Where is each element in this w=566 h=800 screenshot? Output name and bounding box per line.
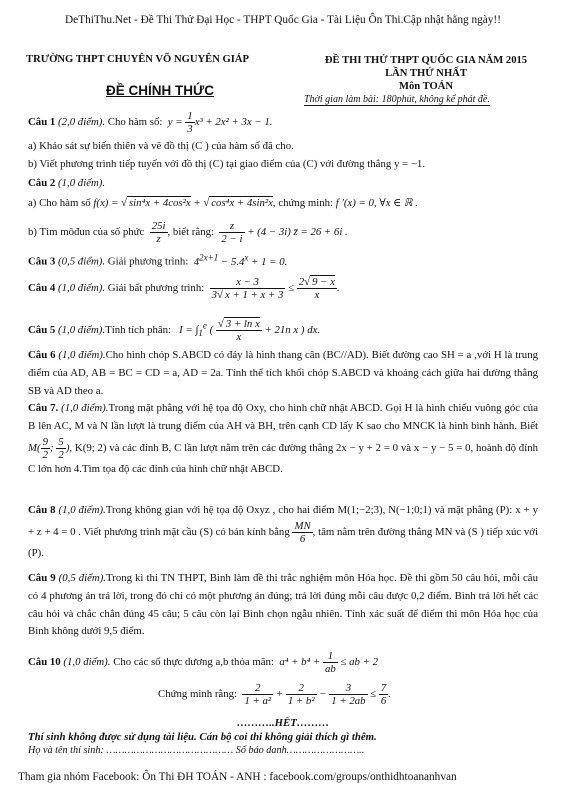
- exam-rules-note: Thí sinh không được sử dụng tài liệu. Cán bộ coi thi không giải thích gì thêm.: [28, 731, 377, 743]
- q9-text: Trong kì thi TN THPT, Bình làm đề thi trắc nghiệm môn Hóa học. Đề thi gồm 50 câu hỏi, mỗi câu có 4 phương án trả lời, trong đó chỉ có một phương án đúng; trả lời đúng mỗi câu được 0,2 điểm. Bình trả lời hết các câu hỏi và chắc chắn đúng 45 câu; 5 câu còn lại Bình chọn ngẫu nhiên. Tính xác suất để điểm thi môn Hóa học của Bình không dưới 9,5 điểm.: [28, 572, 538, 638]
- q3-label: Câu 3: [28, 255, 56, 268]
- q2-part-b: [28, 220, 348, 245]
- q1-part-a: a) Khảo sát sự biến thiên và vẽ đồ thị (C ) của hàm số đã cho.: [28, 140, 294, 152]
- q3-text: Giải phương trình:: [107, 255, 189, 268]
- site-header: DeThiThu.Net - Đề Thi Thử Đại Học - THPT Quốc Gia - Tài Liệu Ôn Thi.Cập nhật hằng ngày!!: [65, 14, 501, 26]
- question-8: [28, 502, 538, 563]
- q7-label: Câu 7.: [28, 402, 59, 414]
- q2a-claim: f ′(x) = 0, ∀x ∈ ℝ .: [335, 197, 418, 209]
- question-4: [28, 276, 340, 301]
- candidate-info-line: Họ và tên thí sinh: …………………………………… Số báo danh……………………..: [28, 745, 365, 756]
- q6-points: (1,0 điểm).: [58, 349, 106, 361]
- q7-point-m: M( $\frac{9}{2}$ ; $\frac{5}{2}$ ): [28, 435, 70, 461]
- q2-part-a: [28, 196, 418, 209]
- q7-text-2: , K(9; 2) và các đỉnh B, C lần lượt nằm trên các đường thẳng 2x − y + 2 = 0 và x − y − 5 = 0, hoành độ đỉnh C lớn hơn 4.Tìm tọa độ các đỉnh của hình chữ nhật ABCD.: [28, 441, 539, 475]
- question-6: [28, 347, 538, 400]
- school-name: TRƯỜNG THPT CHUYÊN VÕ NGUYÊN GIÁP: [26, 54, 249, 65]
- q8-label: Câu 8: [28, 504, 56, 516]
- question-9: [28, 570, 538, 641]
- q10-prove: Chứng minh rằng:: [158, 687, 238, 700]
- q10-points: (1,0 điểm).: [63, 655, 111, 668]
- question-3: [28, 252, 287, 268]
- q5-text: Tính tích phân:: [105, 323, 172, 336]
- q8-points: (1,0 điểm).: [58, 504, 106, 516]
- q5-label: Câu 5: [28, 323, 56, 336]
- facebook-group-line: Tham gia nhóm Facebook: Ôn Thi ĐH TOÁN - ANH : facebook.com/groups/onthidhtoananhvan: [18, 771, 457, 783]
- q4-points: (1,0 điểm).: [58, 281, 106, 294]
- q5-integral: $I = \int_1^e$ ( $\frac{\text{√ 3 + ln x}}{x}$ + 21n x ) dx.: [173, 318, 321, 343]
- exam-attempt: LẦN THỨ NHẤT: [385, 68, 467, 79]
- question-10: [28, 650, 378, 675]
- q2b-intro: b) Tìm môđun của số phức: [28, 225, 145, 238]
- q1-intro: Cho hàm số:: [107, 115, 163, 128]
- question-5: [28, 318, 320, 343]
- question-1: [28, 110, 273, 135]
- exam-subject: Môn TOÁN: [398, 81, 454, 92]
- q6-text: Cho hình chóp S.ABCD có đáy là hình thang cân (BC//AD). Biết đường cao SH = a ,với H là trung điểm của AD, AB = BC = CD = a, AD = 2a. Tính thể tích khối chóp S.ABCD và khoảng cách giữa hai đường thẳng SB và AD theo a.: [28, 349, 539, 397]
- q2b-mid: , biết rằng:: [167, 225, 214, 238]
- q4-label: Câu 4: [28, 281, 56, 294]
- q2a-tail: , chứng minh:: [272, 197, 334, 209]
- q2a-function: f(x) = √ sin⁴x + 4cos²x + √ cos⁴x + 4sin²x: [93, 197, 273, 209]
- q2-label: Câu 2: [28, 177, 56, 189]
- question-7: [28, 400, 538, 478]
- q8-radius: $\frac{MN}{6}$: [294, 519, 311, 545]
- q2a-intro: a) Cho hàm số: [28, 197, 91, 209]
- exam-title: ĐỀ THI THỬ THPT QUỐC GIA NĂM 2015: [324, 55, 528, 66]
- q10-text: Cho các số thực dương a,b thỏa mãn:: [113, 655, 274, 668]
- q2-points: (1,0 điểm).: [58, 177, 106, 189]
- q3-equation: $4^{2x+1} - 5.4^x + 1 = 0$.: [191, 252, 288, 268]
- q1-part-b: b) Viết phương trình tiếp tuyến với đồ thị (C) tại giao điểm của (C) với đường thẳng y = −1.: [28, 158, 426, 170]
- q4-inequality: $\frac{x - 3}{3√ x + 1 + x + 3}$ ≤ $\frac{2√ 9 - x}{x}$ .: [211, 276, 340, 301]
- q7-points: (1,0 điểm).: [61, 402, 109, 414]
- q1-function: y = $\frac{1}{3}$ x³ + 2x² + 3x − 1.: [165, 110, 273, 135]
- q4-text: Giải bất phương trình:: [107, 281, 205, 294]
- q10-label: Câu 10: [28, 655, 61, 668]
- q10-prove-line: [158, 682, 391, 707]
- q7-text-1: Trong mặt phẳng với hệ tọa độ Oxy, cho hình chữ nhật ABCD. Gọi H là hình chiếu vuông góc của B lên AC, M và N lần lượt là trung điểm của AH và BH, trên cạnh CD lấy K sao cho MNCK là hình bình hành. Biết: [28, 402, 539, 432]
- q9-points: (0,5 điểm).: [58, 572, 107, 584]
- q6-label: Câu 6: [28, 349, 56, 361]
- exam-title-block: [296, 54, 556, 93]
- q5-points: (1,0 điểm).: [58, 323, 106, 336]
- official-label: ĐỀ CHÍNH THỨC: [106, 83, 214, 98]
- duration-note: Thời gian làm bài: 180phút, không kể phát đề.: [304, 94, 490, 105]
- q2b-expr: $\frac{25i}{z}$: [151, 220, 166, 245]
- q3-points: (0,5 điểm).: [58, 255, 106, 268]
- q8-text-1: Trong không gian với hệ tọa độ Oxyz , cho hai điểm M(1;−2;3), N(−1;0;1) và mặt phẳng (P): x + y + z + 4 = 0 . Viết phương trình mặt cầu (S) có bán kính bằng: [28, 504, 538, 538]
- q10-condition: a⁴ + b⁴ + $\frac{1}{ab}$ ≤ ab + 2: [276, 650, 379, 675]
- q2b-condition: $\frac{z}{2 - i}$ + (4 − 3i) z̄ = 26 + 6i .: [221, 220, 348, 245]
- q1-label: Câu 1: [28, 115, 56, 128]
- q1-points: (2,0 điểm).: [58, 115, 106, 128]
- end-marker: ………..HẾT………: [236, 717, 330, 729]
- q10-inequality: $\frac{2}{\text{1 + a²}}$ + $\frac{2}{\text{1 + b²}}$ − $\frac{3}{1 + 2ab}$ ≤ $\frac{7}{6}$ .: [244, 682, 391, 707]
- q9-label: Câu 9: [28, 572, 56, 584]
- question-2: [28, 177, 105, 189]
- q8-text-2: , tâm nằm trên đường thẳng MN và (S ) tiếp xúc với (P).: [28, 525, 538, 559]
